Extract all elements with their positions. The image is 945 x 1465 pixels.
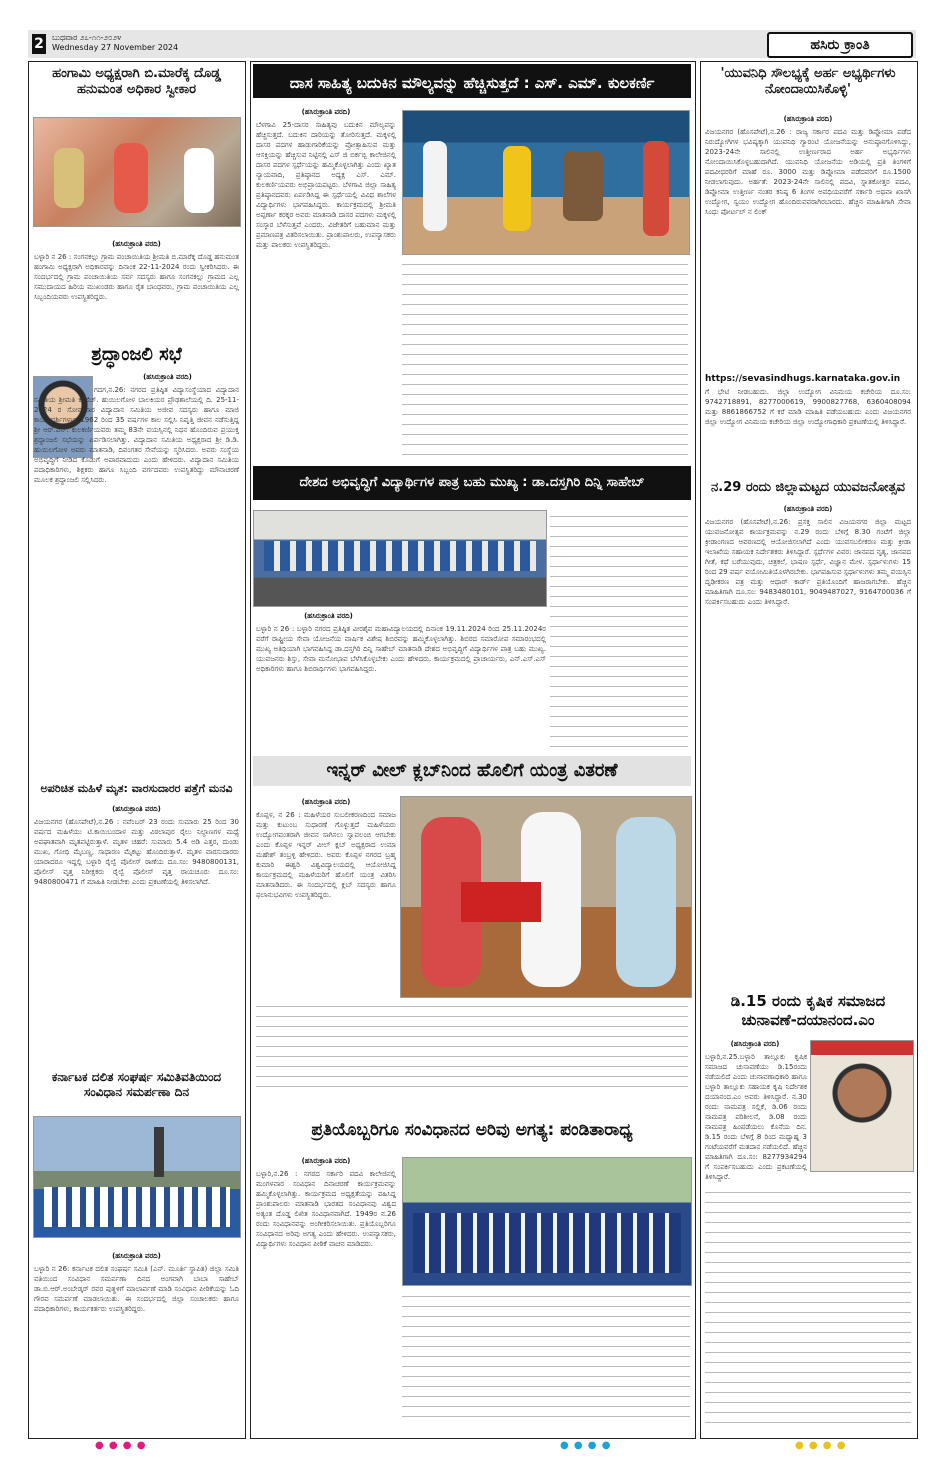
source-tag: (ಹಸಿರುಕ್ರಾಂತಿ ವರದಿ) [143, 373, 192, 381]
date-english: Wednesday 27 November 2024 [52, 43, 179, 52]
headline-shraddhanjali: ಶ್ರದ್ಧಾಂಜಲಿ ಸಭೆ [91, 344, 182, 365]
source-tag: (ಹಸಿರುಕ್ರಾಂತಿ ವರದಿ) [112, 1252, 161, 1260]
article-body-inner-wheel: ಕೊಪ್ಪಳ, ನ 26 : ಮಹಿಳೆಯರ ಸುಬಲೀಕರಣದಿಂದ ಸಮಾಜ ಮತ್ತು ಕುಟುಂಬ ಸುಧಾರಣೆ ಗೊಳ್ಳುತ್ತದೆ ಮಹಿಳೆಯರು ಉದ್ಯೋಗವಂತರಾಗಿ ಜೀವನ ಸಾಗಿಸಲು ಸ್ವಾವಲಂಬಿ ಆಗಬೇಕು ಎಂದು ಕೊಪ್ಪಳ ಇನ್ನರ್ ವೀಲ್ ಕ್ಲಬ್ ಅಧ್ಯಕ್ಷರಾದ ಉಮಾ ಮಹೇಶ್ ತಂಬ್ರಳ್ಳಿ ಹೇಳಿದರು. ಅವರು ಕೊಪ್ಪಳ ನಗರದ ಬ್ರಹ್ಮ ಕುಮಾರಿ ಈಶ್ವರಿ ವಿಶ್ವವಿದ್ಯಾಲಯದಲ್ಲಿ ಆಯೋಜಿಸಿದ್ದ ಕಾರ್ಯಕ್ರಮದಲ್ಲಿ ಮಹಿಳೆಯರಿಗೆ ಹೊಲಿಗೆ ಯಂತ್ರ ವಿತರಿಸಿ ಮಾತನಾಡಿದರು. ಈ ಸಂದರ್ಭದಲ್ಲಿ ಕ್ಲಬ್ ಸದಸ್ಯರು ಹಾಗೂ ಫಲಾನುಭವಿಗಳು ಉಪಸ್ಥಿತರಿದ್ದರು. [256, 811, 396, 899]
photo-sewing-machine-distribution [400, 796, 692, 998]
headline-dalit-sangharsha: ಕರ್ನಾಟಕ ದಲಿತ ಸಂಘರ್ಷ ಸಮಿತಿವತಿಯಿಂದ ಸಂವಿಧಾನ ಸಮರ್ಪಣಾ ದಿನ [51, 1070, 222, 1099]
article-continuation-students-role [550, 510, 688, 748]
article-body-yuvanidhi: ವಿಜಯನಗರ (ಹೊಸಪೇಟೆ),ನ.26 : ರಾಜ್ಯ ಸರ್ಕಾರ ಪದವಿ ಮತ್ತು ಡಿಪ್ಲೋಮಾ ಪಡೆದ ನಿರುದ್ಯೋಗಿಗಳ ಭವಿಷ್ಯಕ್ಕಾಗಿ ಯುವನಿಧಿ ಗ್ಯಾರಂಟಿ ಯೋಜನೆಯನ್ನು ಅನುಷ್ಠಾನಗೊಳಿಸಿದ್ದು, 2023-24ನೇ ಸಾಲಿನಲ್ಲಿ ಉತ್ತೀರ್ಣರಾದ ಅರ್ಹ ಅಭ್ಯರ್ಥಿಗಳು ನೋಂದಾಯಿಸಿಕೊಳ್ಳಬಹುದಾಗಿದೆ. ಯುವನಿಧಿ ಯೋಜನೆಯ ಅಡಿಯಲ್ಲಿ ಪ್ರತಿ ತಿಂಗಳಿಗೆ ಪದವೀಧರರಿಗೆ ಮಾಹೆ ರೂ. 3000 ಮತ್ತು ಡಿಪ್ಲೋಮಾ ಪಡೆದವರಿಗೆ ರೂ.1500 ನೀಡಲಾಗುವುದು. ಅರ್ಹತೆ: 2023-24ನೇ ಸಾಲಿನಲ್ಲಿ ಪದವಿ, ಸ್ನಾತಕೋತ್ತರ ಪದವಿ, ಡಿಪ್ಲೋಮಾ ಉತ್ತೀರ್ಣ ನಂತರ ಕನಿಷ್ಠ 6 ತಿಂಗಳ ಅವಧಿಯವರೆಗೆ ಸರ್ಕಾರಿ ಅಥವಾ ಖಾಸಗಿ ಉದ್ಯೋಗ, ಸ್ವಯಂ ಉದ್ಯೋಗ ಹೊಂದಿರುವವರಾಗಿರಬಾರದು. ಹೆಚ್ಚಿನ ಮಾಹಿತಿಗಾಗಿ ಸೇವಾ ಸಿಂಧು ಪೋರ್ಟಲ್ ನ ಲಿಂಕ್ [705, 128, 911, 216]
headline-hangami-adhyaksha: ಹಂಗಾಮಿ ಅಧ್ಯಕ್ಷರಾಗಿ ಬಿ.ಮಾರೆಕ್ಕ ದೊಡ್ಡ ಹನುಮಂತ ಅಧಿಕಾರ ಸ್ವೀಕಾರ [52, 66, 221, 98]
page-date [52, 33, 178, 53]
date-kannada: ಬುಧವಾರ ೨೭-೧೧-೨೦೨೪ [52, 33, 122, 42]
source-tag: (ಹಸಿರುಕ್ರಾಂತಿ ವರದಿ) [112, 805, 161, 813]
article-body-constitution-awareness: ಬಳ್ಳಾರಿ,ನ.26 : ನಗರದ ಸರ್ಕಾರಿ ಪದವಿ ಕಾಲೇಜಿನಲ್ಲಿ ಮಂಗಳವಾರ ಸಂವಿಧಾನ ದಿನಾಚರಣೆ ಕಾರ್ಯಕ್ರಮವನ್ನು ಹಮ್ಮಿಕೊಳ್ಳಲಾಗಿತ್ತು. ಕಾರ್ಯಕ್ರಮದ ಅಧ್ಯಕ್ಷತೆಯನ್ನು ವಹಿಸಿದ್ದ ಪ್ರಾಂಶುಪಾಲರು ಮಾತನಾಡಿ ಭಾರತದ ಸಂವಿಧಾನವು ವಿಶ್ವದ ಅತ್ಯಂತ ದೊಡ್ಡ ಲಿಖಿತ ಸಂವಿಧಾನವಾಗಿದೆ. 1949ರ ನ.26 ರಂದು ಸಂವಿಧಾನವನ್ನು ಅಂಗೀಕರಿಸಲಾಯಿತು. ಪ್ರತಿಯೊಬ್ಬರಿಗೂ ಸಂವಿಧಾನದ ಅರಿವು ಅಗತ್ಯ ಎಂದು ಹೇಳಿದರು. ಉಪನ್ಯಾಸಕರು, ವಿದ್ಯಾರ್ಥಿಗಳು ಸಂವಿಧಾನ ಪೀಠಿಕೆ ವಾಚನ ಮಾಡಿದರು. [256, 1170, 396, 1248]
source-tag: (ಹಸಿರುಕ್ರಾಂತಿ ವರದಿ) [301, 798, 351, 806]
article-body-students-role: ಬಳ್ಳಾರಿ ನ 26 : ಬಳ್ಳಾರಿ ನಗರದ ಪ್ರತಿಷ್ಠಿತ ವೀರಶೈವ ಮಹಾವಿದ್ಯಾಲಯದಲ್ಲಿ ದಿನಾಂಕ 19.11.2024 ರಿಂದ 25.11.2024ರ ವರೆಗೆ ರಾಷ್ಟ್ರೀಯ ಸೇವಾ ಯೋಜನೆಯ ವಾರ್ಷಿಕ ವಿಶೇಷ ಶಿಬಿರವನ್ನು ಹಮ್ಮಿಕೊಳ್ಳಲಾಗಿತ್ತು. ಶಿಬಿರದ ಸಮಾರೋಪ ಸಮಾರಂಭದಲ್ಲಿ ಮುಖ್ಯ ಅತಿಥಿಯಾಗಿ ಭಾಗವಹಿಸಿದ್ದ ಡಾ.ದಸ್ತಗಿರಿ ದಿನ್ನಿ ಸಾಹೇಬ್ ಮಾತನಾಡಿ ದೇಶದ ಅಭಿವೃದ್ಧಿಗೆ ವಿದ್ಯಾರ್ಥಿಗಳ ಪಾತ್ರ ಬಹು ಮುಖ್ಯ. ಯುವಜನರು ಶಿಸ್ತು, ಸೇವಾ ಮನೋಭಾವ ಬೆಳೆಸಿಕೊಳ್ಳಬೇಕು ಎಂದು ಹೇಳಿದರು. ಕಾರ್ಯಕ್ರಮದಲ್ಲಿ ಪ್ರಾಚಾರ್ಯರು, ಎನ್.ಎಸ್.ಎಸ್ ಅಧಿಕಾರಿಗಳು ಹಾಗೂ ಶಿಬಿರಾರ್ಥಿಗಳು ಭಾಗವಹಿಸಿದ್ದರು. [256, 625, 546, 673]
article-continuation-dasa-sahitya [402, 258, 688, 458]
photo-constitution-pledge [402, 1157, 692, 1286]
photo-nss-camp [253, 510, 547, 607]
portrait-dayananda [810, 1040, 914, 1172]
headline-inner-wheel: ಇನ್ನರ್ ವೀಲ್ ಕ್ಲಬ್‌ನಿಂದ ಹೊಲಿಗೆ ಯಂತ್ರ ವಿತರಣೆ [253, 756, 691, 786]
headline-unknown-woman: ಅಪರಿಚಿತ ಮಹಿಳೆ ಮೃತ: ವಾರಸುದಾರರ ಪತ್ತೆಗೆ ಮನವಿ [40, 782, 233, 795]
headline-dasa-sahitya: ದಾಸ ಸಾಹಿತ್ಯ ಬದುಕಿನ ಮೌಲ್ಯವನ್ನು ಹೆಚ್ಚಿಸುತ್ತದೆ : ಎಸ್. ಎಮ್. ಕುಲಕರ್ಣಿ [253, 64, 691, 98]
headline-constitution-awareness: ಪ್ರತಿಯೊಬ್ಬರಿಗೂ ಸಂವಿಧಾನದ ಅರಿವು ಅಗತ್ಯ: ಪಂಡಿತಾರಾಧ್ಯ [311, 1120, 633, 1140]
headline-krishika-samaja: ಡಿ.15 ರಂದು ಕೃಷಿಕ ಸಮಾಜದ ಚುನಾವಣೆ-ದಯಾನಂದ.ಎಂ [730, 992, 886, 1029]
headline-students-role: ದೇಶದ ಅಭಿವೃದ್ಧಿಗೆ ವಿದ್ಯಾರ್ಥಿಗಳ ಪಾತ್ರ ಬಹು ಮುಖ್ಯ : ಡಾ.ದಸ್ತಗಿರಿ ದಿನ್ನಿ ಸಾಹೇಬ್ [253, 466, 691, 500]
article-body-yuvanidhi-contd: ಗೆ ಭೇಟಿ ನೀಡಬಹುದು. ಜಿಲ್ಲಾ ಉದ್ಯೋಗ ವಿನಿಮಯ ಕಚೇರಿಯ ದೂ.ಸಂ: 9742718891, 8277000619, 9900827768, 6360408094 ಮತ್ತು 8861866752 ಗೆ ಕರೆ ಮಾಡಿ ಮಾಹಿತಿ ಪಡೆಯಬಹುದು ಎಂದು ವಿಜಯನಗರ ಜಿಲ್ಲಾ ಉದ್ಯೋಗ ವಿನಿಮಯ ಕಚೇರಿಯ ಜಿಲ್ಲಾ ಉದ್ಯೋಗಾಧಿಕಾರಿ ಪ್ರಕಟಣೆಯಲ್ಲಿ ತಿಳಿಸಿದ್ದಾರೆ. [705, 388, 911, 426]
source-tag: (ಹಸಿರುಕ್ರಾಂತಿ ವರದಿ) [301, 108, 351, 116]
photo-oath-taking [33, 117, 241, 227]
source-tag: (ಹಸಿರುಕ್ರಾಂತಿ ವರದಿ) [783, 115, 833, 123]
registration-dots-left: ● ● ● ● [95, 1440, 147, 1451]
source-tag: (ಹಸಿರುಕ್ರಾಂತಿ ವರದಿ) [730, 1040, 780, 1048]
article-body-dasa-sahitya: ಬೆಳಗಾವಿ 25-ದಾಸರ ಸಾಹಿತ್ಯವು ಬದುಕಿನ ಮೌಲ್ಯವನ್ನು ಹೆಚ್ಚಿಸುತ್ತದೆ. ಬದುಕಿನ ದಾರಿಯನ್ನು ತೋರಿಸುತ್ತದೆ. ಮಕ್ಕಳಲ್ಲಿ ದಾಸರ ಪದಗಳ ಹಾಡುಗಾರಿಕೆಯನ್ನು ಪ್ರೋತ್ಸಾಹಿಸುವ ಮತ್ತು ಆಸಕ್ತಿಯನ್ನು ಹೆಚ್ಚಿಸುವ ನಿಟ್ಟಿನಲ್ಲಿ ಎಸ್ ಜಿ ಬಿರ್ಕಬ್ಬಿ ಕಾಲೇಜಿನಲ್ಲಿ ದಾಸರ ಪದಗಳ ಸ್ಪರ್ಧೆಯನ್ನು ಹಮ್ಮಿಕೊಳ್ಳಲಾಗಿತ್ತು ಎಂದು ಖ್ಯಾತ ನ್ಯಾಯವಾದಿ, ಪ್ರತಿಷ್ಠಾನದ ಅಧ್ಯಕ್ಷ ಎಸ್. ಎಮ್. ಕುಲಕರ್ಣಿಯವರು ಅಭಿಪ್ರಾಯಪಟ್ಟರು. ಬೆಳಗಾವಿ ಜಿಲ್ಲಾ ಸಾಹಿತ್ಯ ಪ್ರತಿಷ್ಠಾನದವರು ಏರ್ಪಡಿಸಿದ್ದ ಈ ಸ್ಪರ್ಧೆಯಲ್ಲಿ ವಿವಿಧ ಶಾಲೆಗಳ ವಿದ್ಯಾರ್ಥಿಗಳು ಭಾಗವಹಿಸಿದ್ದರು. ಕಾರ್ಯಕ್ರಮದಲ್ಲಿ ಶ್ರೀಮತಿ ಅಪ್ಪರ್ಣಾ ಕರಕ್ಕರ ಅವರು ಮಾತನಾಡಿ ದಾಸರ ಪದಗಳು ಮಕ್ಕಳಲ್ಲಿ ಸಂಸ್ಕಾರ ಬೆಳೆಸುತ್ತವೆ ಎಂದರು. ವಿಜೇತರಿಗೆ ಬಹುಮಾನ ಮತ್ತು ಪ್ರಮಾಣಪತ್ರ ವಿತರಿಸಲಾಯಿತು. ಪ್ರಾಂಶುಪಾಲರು, ಉಪನ್ಯಾಸಕರು ಮತ್ತು ಪಾಲಕರು ಉಪಸ್ಥಿತರಿದ್ದರು. [256, 121, 396, 249]
photo-constitution-day [33, 1116, 241, 1238]
page-number: 2 [32, 34, 46, 54]
source-tag: (ಹಸಿರುಕ್ರಾಂತಿ ವರದಿ) [301, 1157, 351, 1165]
article-body-shraddhanjali: ಗದಗ,ನ.26: ನಗರದ ಪ್ರತಿಷ್ಠಿತ ವಿದ್ಯಾಸಂಸ್ಥೆಯಾದ ವಿದ್ಯಾದಾನ ಸಮಿತಿಯ ಶ್ರೀಮತಿ ಕೆ.ಹೆಚ್. ಹುಯಿಲಗೋಳ ಬಾಲಕಿಯರ ಪ್ರೌಢಶಾಲೆಯಲ್ಲಿ ದಿ. 25-11-2024 ರ ಸೋಮವಾರ ವಿದ್ಯಾದಾನ ಸಮಿತಿಯ ಅಜೀವ ಸದಸ್ಯರು ಹಾಗೂ ಮಾಜಿ ಕಾರ್ಯದರ್ಶಿಗಳಾದ 1962 ರಿಂದ 35 ವರ್ಷಗಳ ಕಾಲ ಸಲ್ಲಿಸಿ ನಿವೃತ್ತಿ ಜೀವನ ನಡೆಸುತ್ತಿದ್ದ ಶ್ರೀ ಆರ್.ಎನ್. ಕುಲಕರ್ಣಿಯವರು ತಮ್ಮ 83ನೇ ವಯಸ್ಸಿನಲ್ಲಿ ನಿಧನ ಹೊಂದಿರುವ ಪ್ರಯುಕ್ತ ಶ್ರದ್ಧಾಂಜಲಿ ಸಭೆಯನ್ನು ಏರ್ಪಡಿಸಲಾಗಿತ್ತು. ವಿದ್ಯಾದಾನ ಸಮಿತಿಯ ಅಧ್ಯಕ್ಷರಾದ ಶ್ರೀ ಡಿ.ಡಿ. ಹುಯಿಲಗೋಳ ಅವರು ಮಾತನಾಡಿ, ದಿವಂಗತರ ಸೇವೆಯನ್ನು ಸ್ಮರಿಸಿದರು. ಅವರು ಸಂಸ್ಥೆಯ ಅಭಿವೃದ್ಧಿಗೆ ನೀಡಿದ ಕೊಡುಗೆ ಅಪಾರವಾದುದು ಎಂದು ಹೇಳಿದರು. ವಿದ್ಯಾದಾನ ಸಮಿತಿಯ ಪದಾಧಿಕಾರಿಗಳು, ಶಿಕ್ಷಕರು ಹಾಗೂ ಸಿಬ್ಬಂದಿ ವರ್ಗದವರು ಉಪಸ್ಥಿತರಿದ್ದು ಮೌನಾಚರಣೆ ಮೂಲಕ ಶ್ರದ್ಧಾಂಜಲಿ ಸಲ್ಲಿಸಿದರು. [34, 386, 239, 484]
newspaper-brand: ಹಸಿರು ಕ್ರಾಂತಿ [767, 32, 913, 58]
article-body-dalit-sangharsha: ಬಳ್ಳಾರಿ ನ 26: ಕರ್ನಾಟಕ ದಲಿತ ಸಂಘರ್ಷ ಸಮಿತಿ (ಎನ್. ಮೂರ್ತಿ ಸ್ಥಾಪಿತ) ಜಿಲ್ಲಾ ಸಮಿತಿ ವತಿಯಿಂದ ಸಂವಿಧಾನ ಸಮರ್ಪಣಾ ದಿನದ ಅಂಗವಾಗಿ ಬಾಬಾ ಸಾಹೇಬ್ ಡಾ.ಬಿ.ಆರ್.ಅಂಬೇಡ್ಕರ್ ರವರ ಪುತ್ಥಳಿಗೆ ಮಾಲಾರ್ಪಣೆ ಮಾಡಿ ಸಂವಿಧಾನ ಪೀಠಿಕೆಯನ್ನು ಓದಿ ಗೌರವ ಸಮರ್ಪಣೆ ಮಾಡಲಾಯಿತು. ಈ ಸಂದರ್ಭದಲ್ಲಿ ಜಿಲ್ಲಾ ಸಂಚಾಲಕರು ಹಾಗೂ ಪದಾಧಿಕಾರಿಗಳು, ಕಾರ್ಯಕರ್ತರು ಉಪಸ್ಥಿತರಿದ್ದರು. [34, 1265, 239, 1313]
article-continuation-constitution-awareness [402, 1290, 690, 1420]
photo-dasa-sahitya-event [402, 110, 690, 255]
article-body-krishika-samaja: ಬಳ್ಳಾರಿ,ನ.25.ಬಳ್ಳಾರಿ ತಾಲ್ಲೂಕು ಕೃಷಿಕ ಸಮಾಜದ ಚುನಾವಣೆಯು ಡಿ.15ರಂದು ನಡೆಯಲಿದೆ ಎಂದು ಚುನಾವಣಾಧಿಕಾರಿ ಹಾಗೂ ಬಳ್ಳಾರಿ ತಾಲ್ಲೂಕು ಸಹಾಯಕ ಕೃಷಿ ನಿರ್ದೇಶಕ ದಯಾನಂದ.ಎಂ ಅವರು ತಿಳಿಸಿದ್ದಾರೆ. ನ.30 ರಂದು ನಾಮಪತ್ರ ಸಲ್ಲಿಕೆ, ಡಿ.06 ರಂದು ನಾಮಪತ್ರ ಪರಿಶೀಲನೆ, ಡಿ.08 ರಂದು ನಾಮಪತ್ರ ಹಿಂಪಡೆಯಲು ಕೊನೆಯ ದಿನ. ಡಿ.15 ರಂದು ಬೆಳಿಗ್ಗೆ 8 ರಿಂದ ಮಧ್ಯಾಹ್ನ 3 ಗಂಟೆಯವರೆಗೆ ಮತದಾನ ನಡೆಯಲಿದೆ. ಹೆಚ್ಚಿನ ಮಾಹಿತಿಗಾಗಿ ದೂ.ಸಂ: 8277934294 ಗೆ ಸಂಪರ್ಕಿಸಬಹುದು ಎಂದು ಪ್ರಕಟಣೆಯಲ್ಲಿ ತಿಳಿಸಿದ್ದಾರೆ. [705, 1053, 807, 1181]
source-tag: (ಹಸಿರುಕ್ರಾಂತಿ ವರದಿ) [304, 612, 353, 620]
source-tag: (ಹಸಿರುಕ್ರಾಂತಿ ವರದಿ) [112, 240, 161, 248]
article-continuation-krishika-samaja [705, 1186, 911, 1426]
article-body-yuvajanotsava: ವಿಜಯನಗರ (ಹೊಸಪೇಟೆ),ನ.26: ಪ್ರಸಕ್ತ ಸಾಲಿನ ವಿಜಯನಗರ ಜಿಲ್ಲಾ ಮಟ್ಟದ ಯುವಜನೋತ್ಸವ ಕಾರ್ಯಕ್ರಮವನ್ನು ನ.29 ರಂದು ಬೆಳಿಗ್ಗೆ 8.30 ಗಂಟೆಗೆ ಜಿಲ್ಲಾ ಕ್ರೀಡಾಂಗಣದ ಆವರಣದಲ್ಲಿ ಆಯೋಜಿಸಲಾಗಿದೆ ಎಂದು ಯುವಸಬಲೀಕರಣ ಮತ್ತು ಕ್ರೀಡಾ ಇಲಾಖೆಯ ಸಹಾಯಕ ನಿರ್ದೇಶಕರು ತಿಳಿಸಿದ್ದಾರೆ. ಸ್ಪರ್ಧೆಗಳ ವಿವರ: ಜಾನಪದ ನೃತ್ಯ, ಜಾನಪದ ಗೀತೆ, ಕಥೆ ಬರೆಯುವುದು, ಚಿತ್ರಕಲೆ, ಭಾಷಣ ಸ್ಪರ್ಧೆ, ವಿಜ್ಞಾನ ಮೇಳ. ಸ್ಪರ್ಧಾಳುಗಳು 15 ರಿಂದ 29 ವರ್ಷ ವಯೋಮಿತಿಯೊಳಗಿರಬೇಕು. ಭಾಗವಹಿಸುವ ಸ್ಪರ್ಧಾಳುಗಳು ತಮ್ಮ ವಯಸ್ಸಿನ ದೃಢೀಕರಣ ಪತ್ರ ಮತ್ತು ಆಧಾರ್ ಕಾರ್ಡ್ ಪ್ರತಿಯೊಂದಿಗೆ ಹಾಜರಾಗಬೇಕು. ಹೆಚ್ಚಿನ ಮಾಹಿತಿಗಾಗಿ ದೂ.ಸಂ: 9483480101, 9049487027, 9164700036 ಗೆ ಸಂಪರ್ಕಿಸಬಹುದು ಎಂದು ತಿಳಿಸಿದ್ದಾರೆ. [705, 518, 911, 606]
sevasindhu-link[interactable]: https://sevasindhugs.karnataka.gov.in [705, 374, 901, 384]
article-body-hangami: ಬಳ್ಳಾರಿ ನ 26 : ಸಂಗನಕಲ್ಲು ಗ್ರಾಮ ಪಂಚಾಯಿತಿಯ ಶ್ರೀಮತಿ ಬಿ.ಮಾರೆಕ್ಕ ದೊಡ್ಡ ಹನುಮಂತ ಹಂಗಾಮಿ ಅಧ್ಯಕ್ಷರಾಗಿ ಅಧಿಕಾರವನ್ನು ದಿನಾಂಕ 22-11-2024 ರಂದು ಸ್ವೀಕರಿಸಿದರು. ಈ ಸಂದರ್ಭದಲ್ಲಿ ಗ್ರಾಮ ಪಂಚಾಯಿತಿಯ ಸರ್ವ ಸದಸ್ಯರು ಹಾಗೂ ಸಂಗನಕಲ್ಲು ಗ್ರಾಮದ ಎಲ್ಲ ಸಮುದಾಯದ ಹಿರಿಯ ಮುಖಂಡರು ಹಾಗೂ ರೈತ ಬಾಂಧವರು, ಗ್ರಾಮ ಪಂಚಾಯಿತಿಯ ಎಲ್ಲ ಸಿಬ್ಬಂದಿಯವರು ಉಪಸ್ಥಿತರಿದ್ದರು. [34, 253, 239, 301]
article-continuation-inner-wheel [256, 1000, 688, 1095]
source-tag: (ಹಸಿರುಕ್ರಾಂತಿ ವರದಿ) [783, 505, 833, 513]
article-body-unknown-woman: ವಿಜಯನಗರ (ಹೊಸಪೇಟೆ),ನ.26 : ನವೆಂಬರ್ 23 ರಂದು ಸುಮಾರು 25 ರಿಂದ 30 ವರ್ಷದ ಮಹಿಳೆಯು ಟಿ.ಕಾಯಿಬಂದಾಳ ಮತ್ತು ವಿಠಲಾಪುರ ರೈಲು ನಿಲ್ದಾಣಗಳ ಮಧ್ಯೆ ಅಪಘಾತವಾಗಿ ಮೃತಪಟ್ಟಿರುತ್ತಾಳೆ. ಮೃತಳ ಚಹರೆ: ಸುಮಾರು 5.4 ಅಡಿ ಎತ್ತರ, ದುಂಡು ಮುಖ, ಗೋಧಿ ಮೈಬಣ್ಣ, ಸಾಧಾರಣ ಮೈಕಟ್ಟು ಹೊಂದಿರುತ್ತಾಳೆ. ಮೃತಳ ವಾರಸುದಾರರು ಯಾರಾದರೂ ಇದ್ದಲ್ಲಿ ಬಳ್ಳಾರಿ ರೈಲ್ವೆ ಪೊಲೀಸ್ ಠಾಣೆಯ ದೂ.ಸಂ: 9480800131, ಪೊಲೀಸ್ ವೃತ್ತ ನಿರೀಕ್ಷಕರು ರೈಲ್ವೆ ಪೊಲೀಸ್ ವೃತ್ತ ರಾಯಚೂರು ದೂ.ಸಂ: 9480800471 ಗೆ ಮಾಹಿತಿ ನೀಡಬೇಕು ಎಂದು ಪ್ರಕಟಣೆಯಲ್ಲಿ ತಿಳಿಸಲಾಗಿದೆ. [34, 818, 239, 886]
headline-yuvajanotsava: ನ.29 ರಂದು ಜಿಲ್ಲಾಮಟ್ಟದ ಯುವಜನೋತ್ಸವ [711, 480, 905, 495]
headline-yuvanidhi: 'ಯುವನಿಧಿ ಸೌಲಭ್ಯಕ್ಕೆ ಅರ್ಹ ಅಭ್ಯರ್ಥಿಗಳು ನೋಂದಾಯಿಸಿಕೊಳ್ಳಿ' [720, 66, 896, 98]
registration-dots-right: ● ● ● ● [795, 1440, 847, 1451]
registration-dots-center: ● ● ● ● [560, 1440, 612, 1451]
